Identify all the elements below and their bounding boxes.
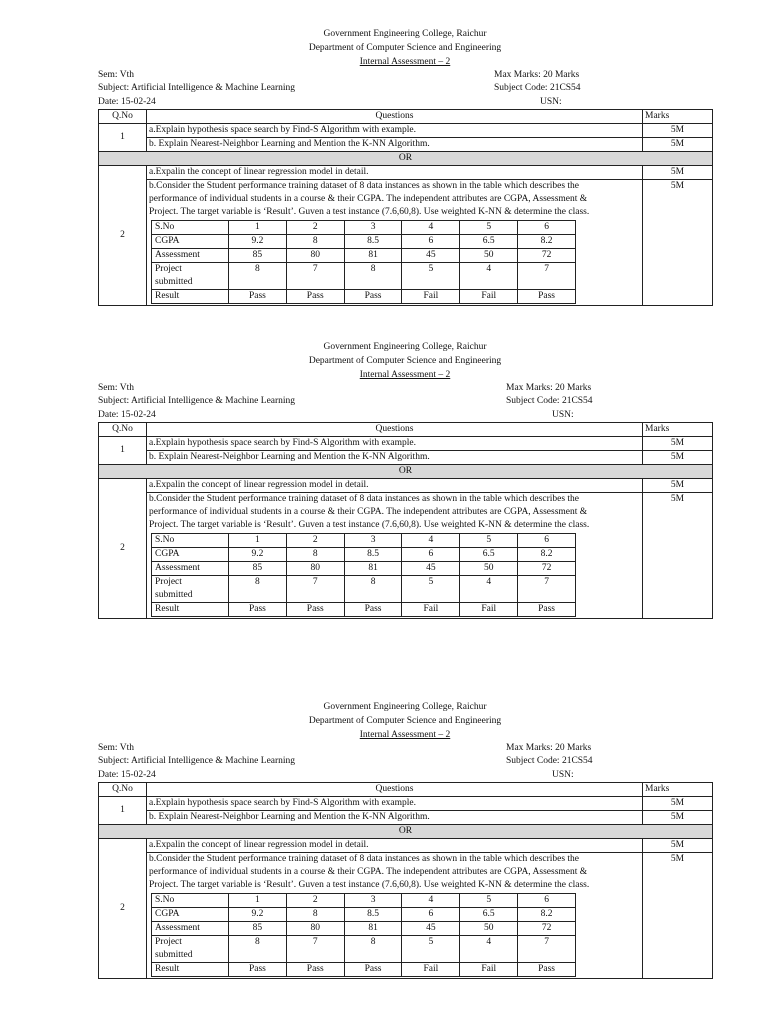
or-divider: OR [99, 152, 713, 166]
marks-2a: 5M [670, 167, 685, 177]
questions-table [98, 782, 713, 979]
marks-2b: 5M [643, 492, 712, 506]
row-project: Project submitted 8 7 8 5 4 7 [152, 936, 576, 963]
question-2b-line3: Project. The target variable is ‘Result’. Guven a test instance (7.6,60,8). Use weighted K-NN & determine the class. [149, 520, 590, 530]
question-2a: a.Expalin the concept of linear regression model in detail. [149, 840, 369, 850]
semester: Sem: Vth [98, 383, 134, 393]
questions-header: Questions [147, 423, 643, 437]
or-divider: OR [99, 825, 713, 839]
row-project: Project submitted 8 7 8 5 4 7 [152, 576, 576, 603]
department-name: Department of Computer Science and Engineering [308, 356, 502, 366]
question-paper [98, 700, 712, 979]
exam-date: Date: 15-02-24 [98, 96, 156, 107]
question-paper [98, 27, 712, 306]
question-2a: a.Expalin the concept of linear regression model in detail. [149, 167, 369, 177]
question-2-number: 2 [99, 166, 147, 306]
question-2b-line2: performance of individual students in a course & their CGPA. The independent attributes are CGPA, Assessment & [149, 507, 588, 517]
max-marks: Max Marks: 20 Marks [506, 383, 592, 393]
marks-1b: 5M [643, 810, 712, 824]
marks-1b: 5M [643, 137, 712, 151]
subject-code: Subject Code: 21CS54 [494, 83, 581, 94]
max-marks: Max Marks: 20 Marks [506, 743, 592, 753]
questions-table [98, 109, 713, 306]
subject: Subject: Artificial Intelligence & Machine Learning [98, 396, 296, 407]
marks-1a: 5M [670, 798, 685, 808]
paper-meta [98, 69, 712, 109]
question-2b-line3: Project. The target variable is ‘Result’. Guven a test instance (7.6,60,8). Use weighted K-NN & determine the class. [149, 880, 590, 890]
questions-table [98, 422, 713, 619]
question-2b-line3: Project. The target variable is ‘Result’. Guven a test instance (7.6,60,8). Use weighted K-NN & determine the class. [149, 207, 590, 217]
row-cgpa: CGPA 9.2 8 8.5 6 6.5 8.2 [152, 908, 576, 922]
dataset-table [151, 893, 576, 977]
paper-meta [98, 382, 712, 422]
marks-1b: 5M [643, 450, 712, 464]
question-paper [98, 340, 712, 619]
marks-1a: 5M [670, 438, 685, 448]
marks-header: Marks [643, 783, 713, 797]
row-sno: S.No 1 2 3 4 5 6 [152, 894, 576, 908]
row-result: Result Pass Pass Pass Fail Fail Pass [152, 603, 576, 617]
question-1b: b. Explain Nearest-Neighbor Learning and Mention the K-NN Algorithm. [147, 450, 642, 464]
assessment-title: Internal Assessment – 2 [359, 730, 451, 740]
dataset-table [151, 220, 576, 304]
max-marks: Max Marks: 20 Marks [494, 70, 580, 80]
subject: Subject: Artificial Intelligence & Machine Learning [98, 756, 296, 767]
qno-header: Q.No [99, 110, 147, 124]
semester: Sem: Vth [98, 743, 134, 753]
paper-header [98, 340, 712, 382]
qno-header: Q.No [99, 423, 147, 437]
assessment-title: Internal Assessment – 2 [359, 57, 451, 67]
row-sno: S.No 1 2 3 4 5 6 [152, 221, 576, 235]
question-1a: a.Explain hypothesis space search by Find-S Algorithm with example. [149, 125, 417, 135]
question-2b-line2: performance of individual students in a course & their CGPA. The independent attributes are CGPA, Assessment & [149, 194, 588, 204]
marks-1a: 5M [670, 125, 685, 135]
question-2b-line1: b.Consider the Student performance training dataset of 8 data instances as shown in the table which describes the [149, 854, 580, 864]
question-1a: a.Explain hypothesis space search by Find-S Algorithm with example. [149, 438, 417, 448]
usn-label: USN: [540, 96, 562, 107]
row-result: Result Pass Pass Pass Fail Fail Pass [152, 963, 576, 977]
paper-meta [98, 742, 712, 782]
department-name: Department of Computer Science and Engineering [308, 716, 502, 726]
exam-date: Date: 15-02-24 [98, 409, 156, 420]
question-1-number: 1 [99, 124, 147, 152]
marks-header: Marks [643, 110, 713, 124]
question-1-number: 1 [99, 437, 147, 465]
paper-header [98, 27, 712, 69]
question-2b-line1: b.Consider the Student performance training dataset of 8 data instances as shown in the table which describes the [149, 181, 580, 191]
row-assessment: Assessment 85 80 81 45 50 72 [152, 249, 576, 263]
row-project: Project submitted 8 7 8 5 4 7 [152, 263, 576, 290]
marks-2b: 5M [643, 852, 712, 866]
marks-2a: 5M [670, 840, 685, 850]
row-assessment: Assessment 85 80 81 45 50 72 [152, 562, 576, 576]
questions-header: Questions [147, 110, 643, 124]
question-1-number: 1 [99, 797, 147, 825]
exam-date: Date: 15-02-24 [98, 769, 156, 780]
college-name: Government Engineering College, Raichur [323, 342, 487, 352]
question-1b: b. Explain Nearest-Neighbor Learning and Mention the K-NN Algorithm. [147, 810, 642, 824]
college-name: Government Engineering College, Raichur [323, 29, 487, 39]
row-cgpa: CGPA 9.2 8 8.5 6 6.5 8.2 [152, 548, 576, 562]
question-1a: a.Explain hypothesis space search by Find-S Algorithm with example. [149, 798, 417, 808]
paper-header [98, 700, 712, 742]
row-sno: S.No 1 2 3 4 5 6 [152, 534, 576, 548]
row-result: Result Pass Pass Pass Fail Fail Pass [152, 290, 576, 304]
row-assessment: Assessment 85 80 81 45 50 72 [152, 922, 576, 936]
question-2b-line1: b.Consider the Student performance training dataset of 8 data instances as shown in the table which describes the [149, 494, 580, 504]
row-cgpa: CGPA 9.2 8 8.5 6 6.5 8.2 [152, 235, 576, 249]
college-name: Government Engineering College, Raichur [323, 702, 487, 712]
department-name: Department of Computer Science and Engineering [308, 43, 502, 53]
question-2b-line2: performance of individual students in a course & their CGPA. The independent attributes are CGPA, Assessment & [149, 867, 588, 877]
semester: Sem: Vth [98, 70, 134, 80]
question-2a: a.Expalin the concept of linear regression model in detail. [149, 480, 369, 490]
question-2-number: 2 [99, 839, 147, 979]
questions-header: Questions [147, 783, 643, 797]
marks-2a: 5M [670, 480, 685, 490]
subject-code: Subject Code: 21CS54 [506, 396, 593, 407]
assessment-title: Internal Assessment – 2 [359, 370, 451, 380]
subject-code: Subject Code: 21CS54 [506, 756, 593, 767]
dataset-table [151, 533, 576, 617]
usn-label: USN: [552, 409, 574, 420]
question-2-number: 2 [99, 479, 147, 619]
question-1b: b. Explain Nearest-Neighbor Learning and Mention the K-NN Algorithm. [147, 137, 642, 151]
subject: Subject: Artificial Intelligence & Machine Learning [98, 83, 296, 94]
marks-2b: 5M [643, 179, 712, 193]
marks-header: Marks [643, 423, 713, 437]
usn-label: USN: [552, 769, 574, 780]
or-divider: OR [99, 465, 713, 479]
qno-header: Q.No [99, 783, 147, 797]
